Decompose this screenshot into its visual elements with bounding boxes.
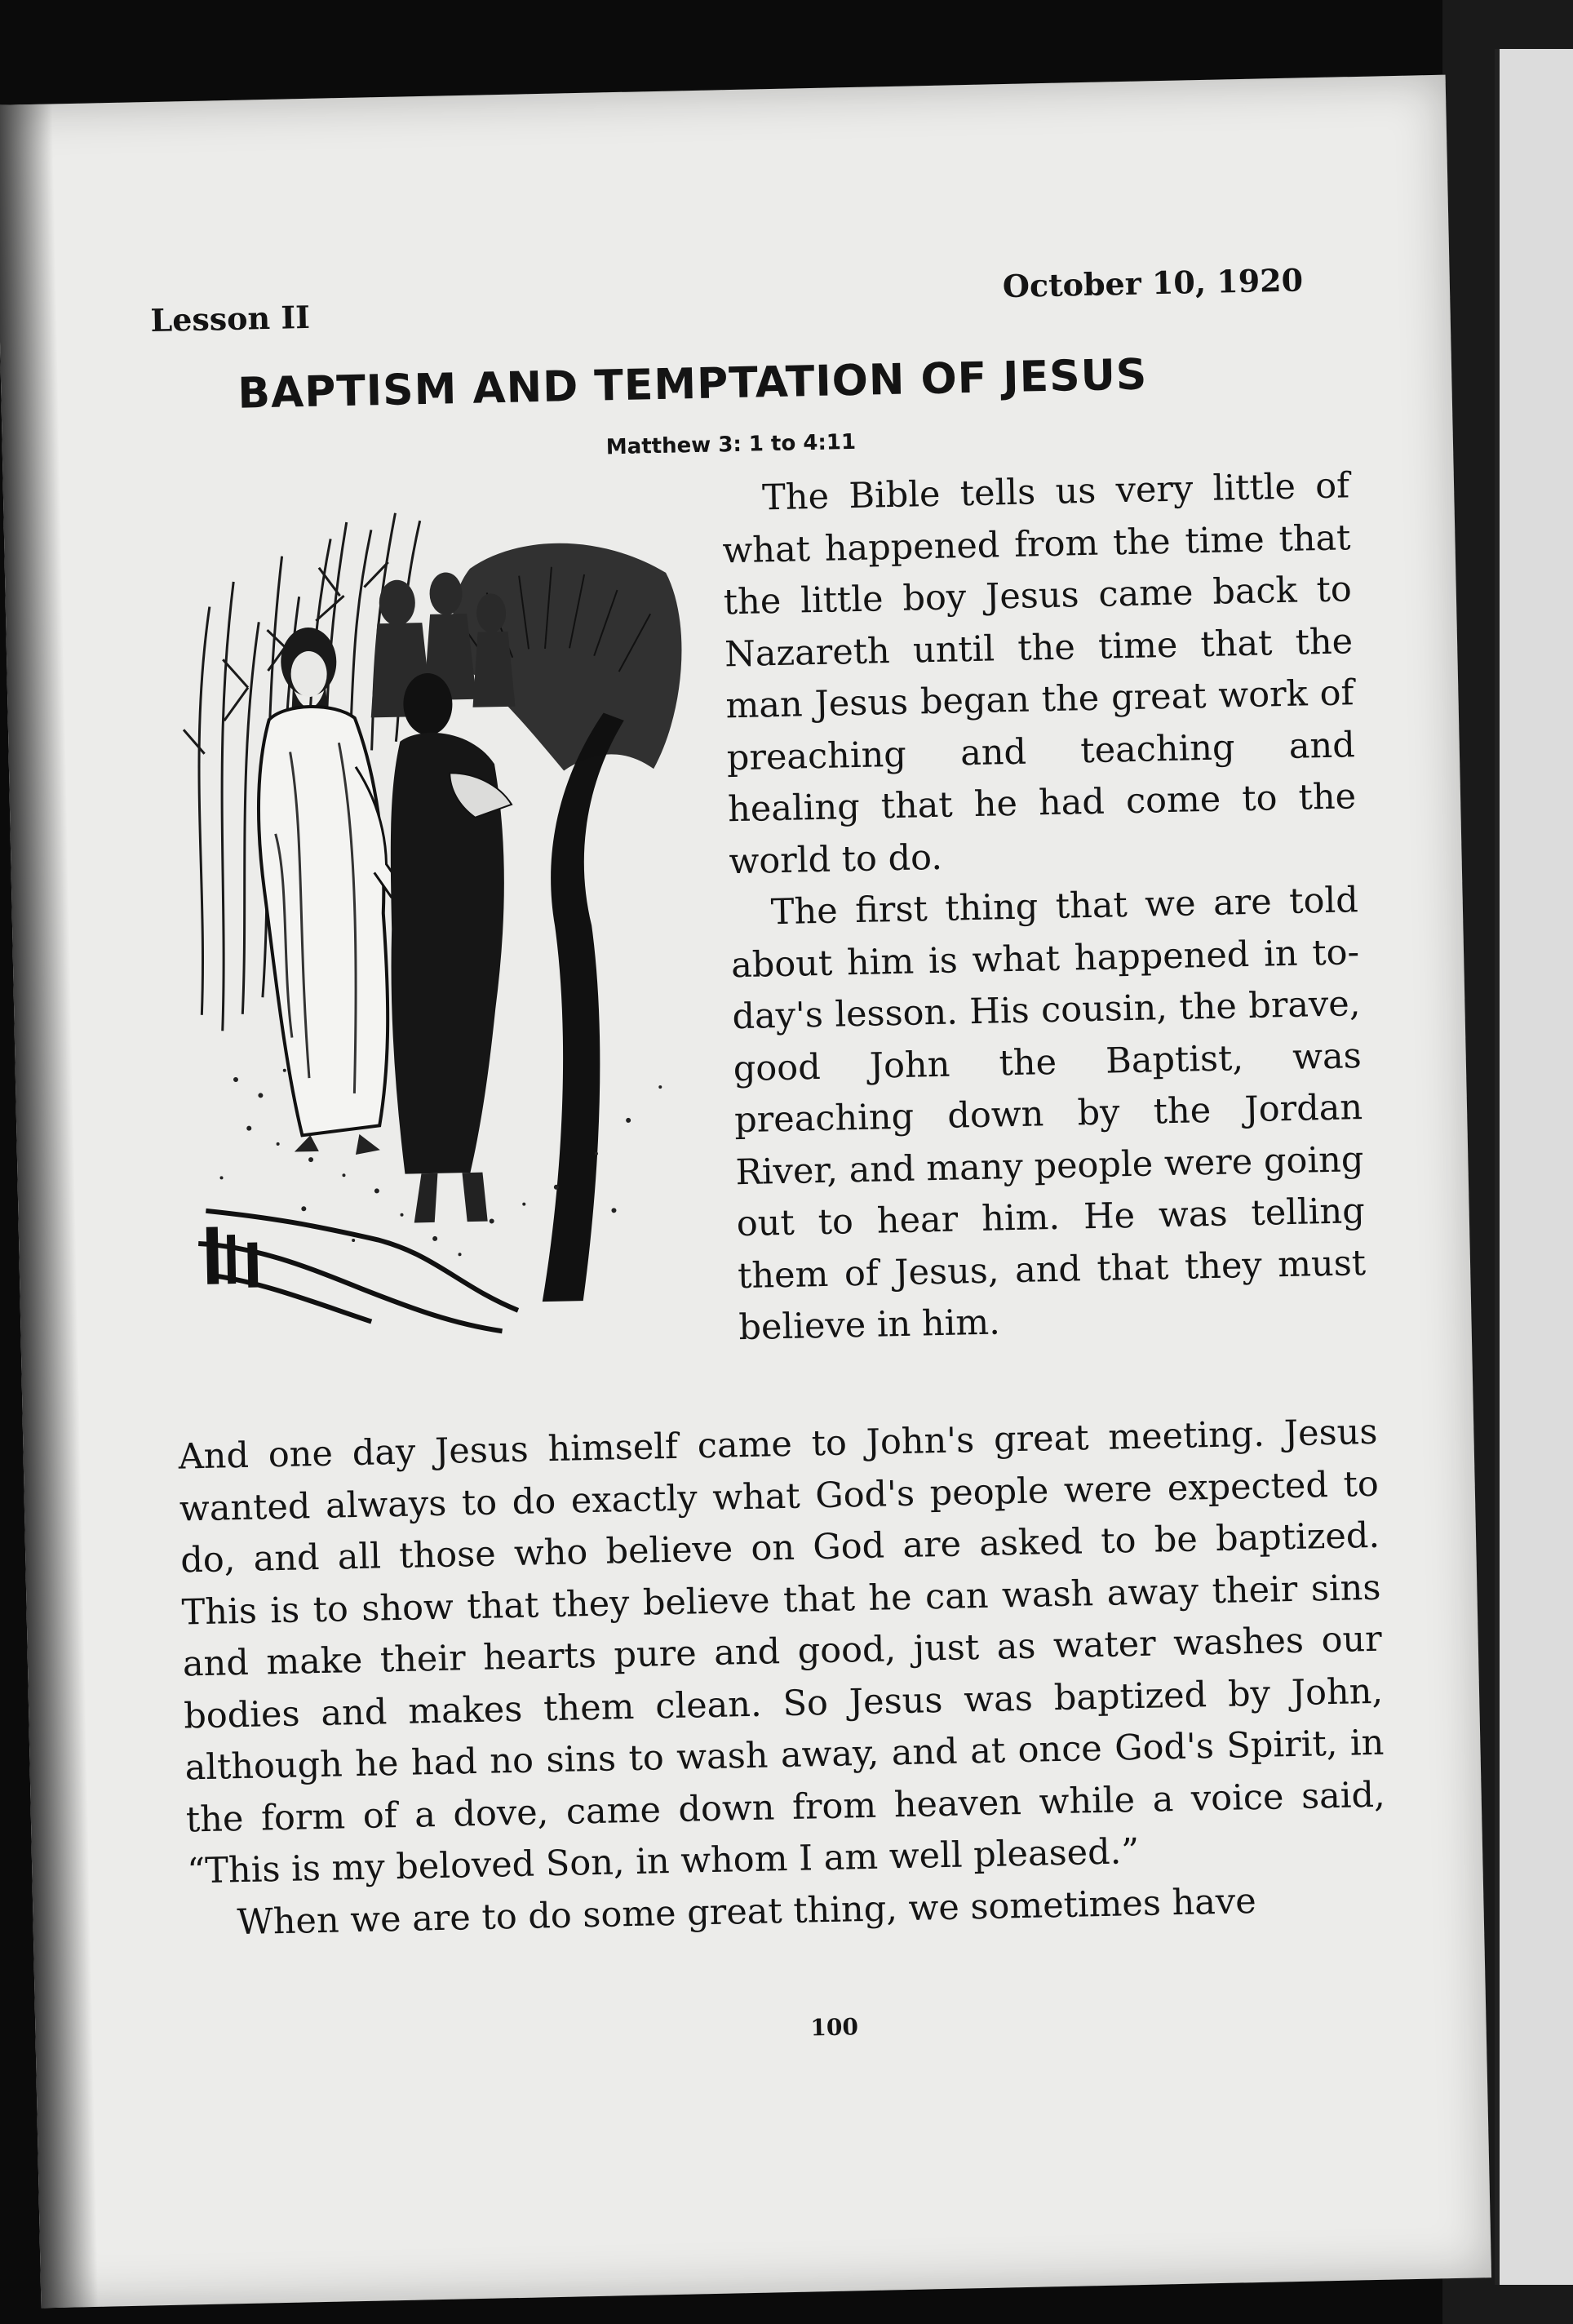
- paragraph-2: The first thing that we are told about him is what happened in to-day's lesson. His cousin, the brave, good John the Baptist, was preaching down by the Jordan River, and many people were going out to hear him. He was telling them of Jesus, and that they must believe in him.: [730, 880, 1367, 1349]
- facing-page-edge: [1495, 49, 1573, 2285]
- lesson-date: October 10, 1920: [1002, 261, 1304, 305]
- lesson-title: BAPTISM AND TEMPTATION OF JESUS: [237, 350, 1148, 419]
- lesson-label: Lesson II: [150, 298, 311, 339]
- page-gutter-shadow: [0, 104, 98, 2308]
- baptism-illustration: [175, 499, 706, 1342]
- full-width-text: [178, 1407, 1388, 1950]
- scripture-reference: Matthew 3: 1 to 4:11: [605, 429, 857, 460]
- book-page: [0, 75, 1491, 2308]
- paragraph-3: And one day Jesus himself came to John's great meeting. Jesus wanted always to do exactly what God's people were expected to do, and all those who believe on God are asked to be baptized. This is to show that they believe that he can wash away their sins and make their hearts pure and good, just as water washes our bodies and makes them clean. So Jesus was baptized by John, although he had no sins to wash away, and at once God's Spirit, in the form of a dove, came down from heaven while a voice said, “This is my beloved Son, in whom I am well pleased.”: [178, 1411, 1386, 1892]
- paragraph-4: When we are to do some great thing, we sometimes have: [237, 1880, 1257, 1943]
- column-text: [721, 460, 1367, 1354]
- paragraph-1: The Bible tells us very little of what happened from the time that the little boy Jesus came back to Nazareth until the time that the man Jesus began the great work of preaching and teaching and healing that he had come to the world to do.: [722, 465, 1357, 882]
- page-number: 100: [810, 2013, 859, 2042]
